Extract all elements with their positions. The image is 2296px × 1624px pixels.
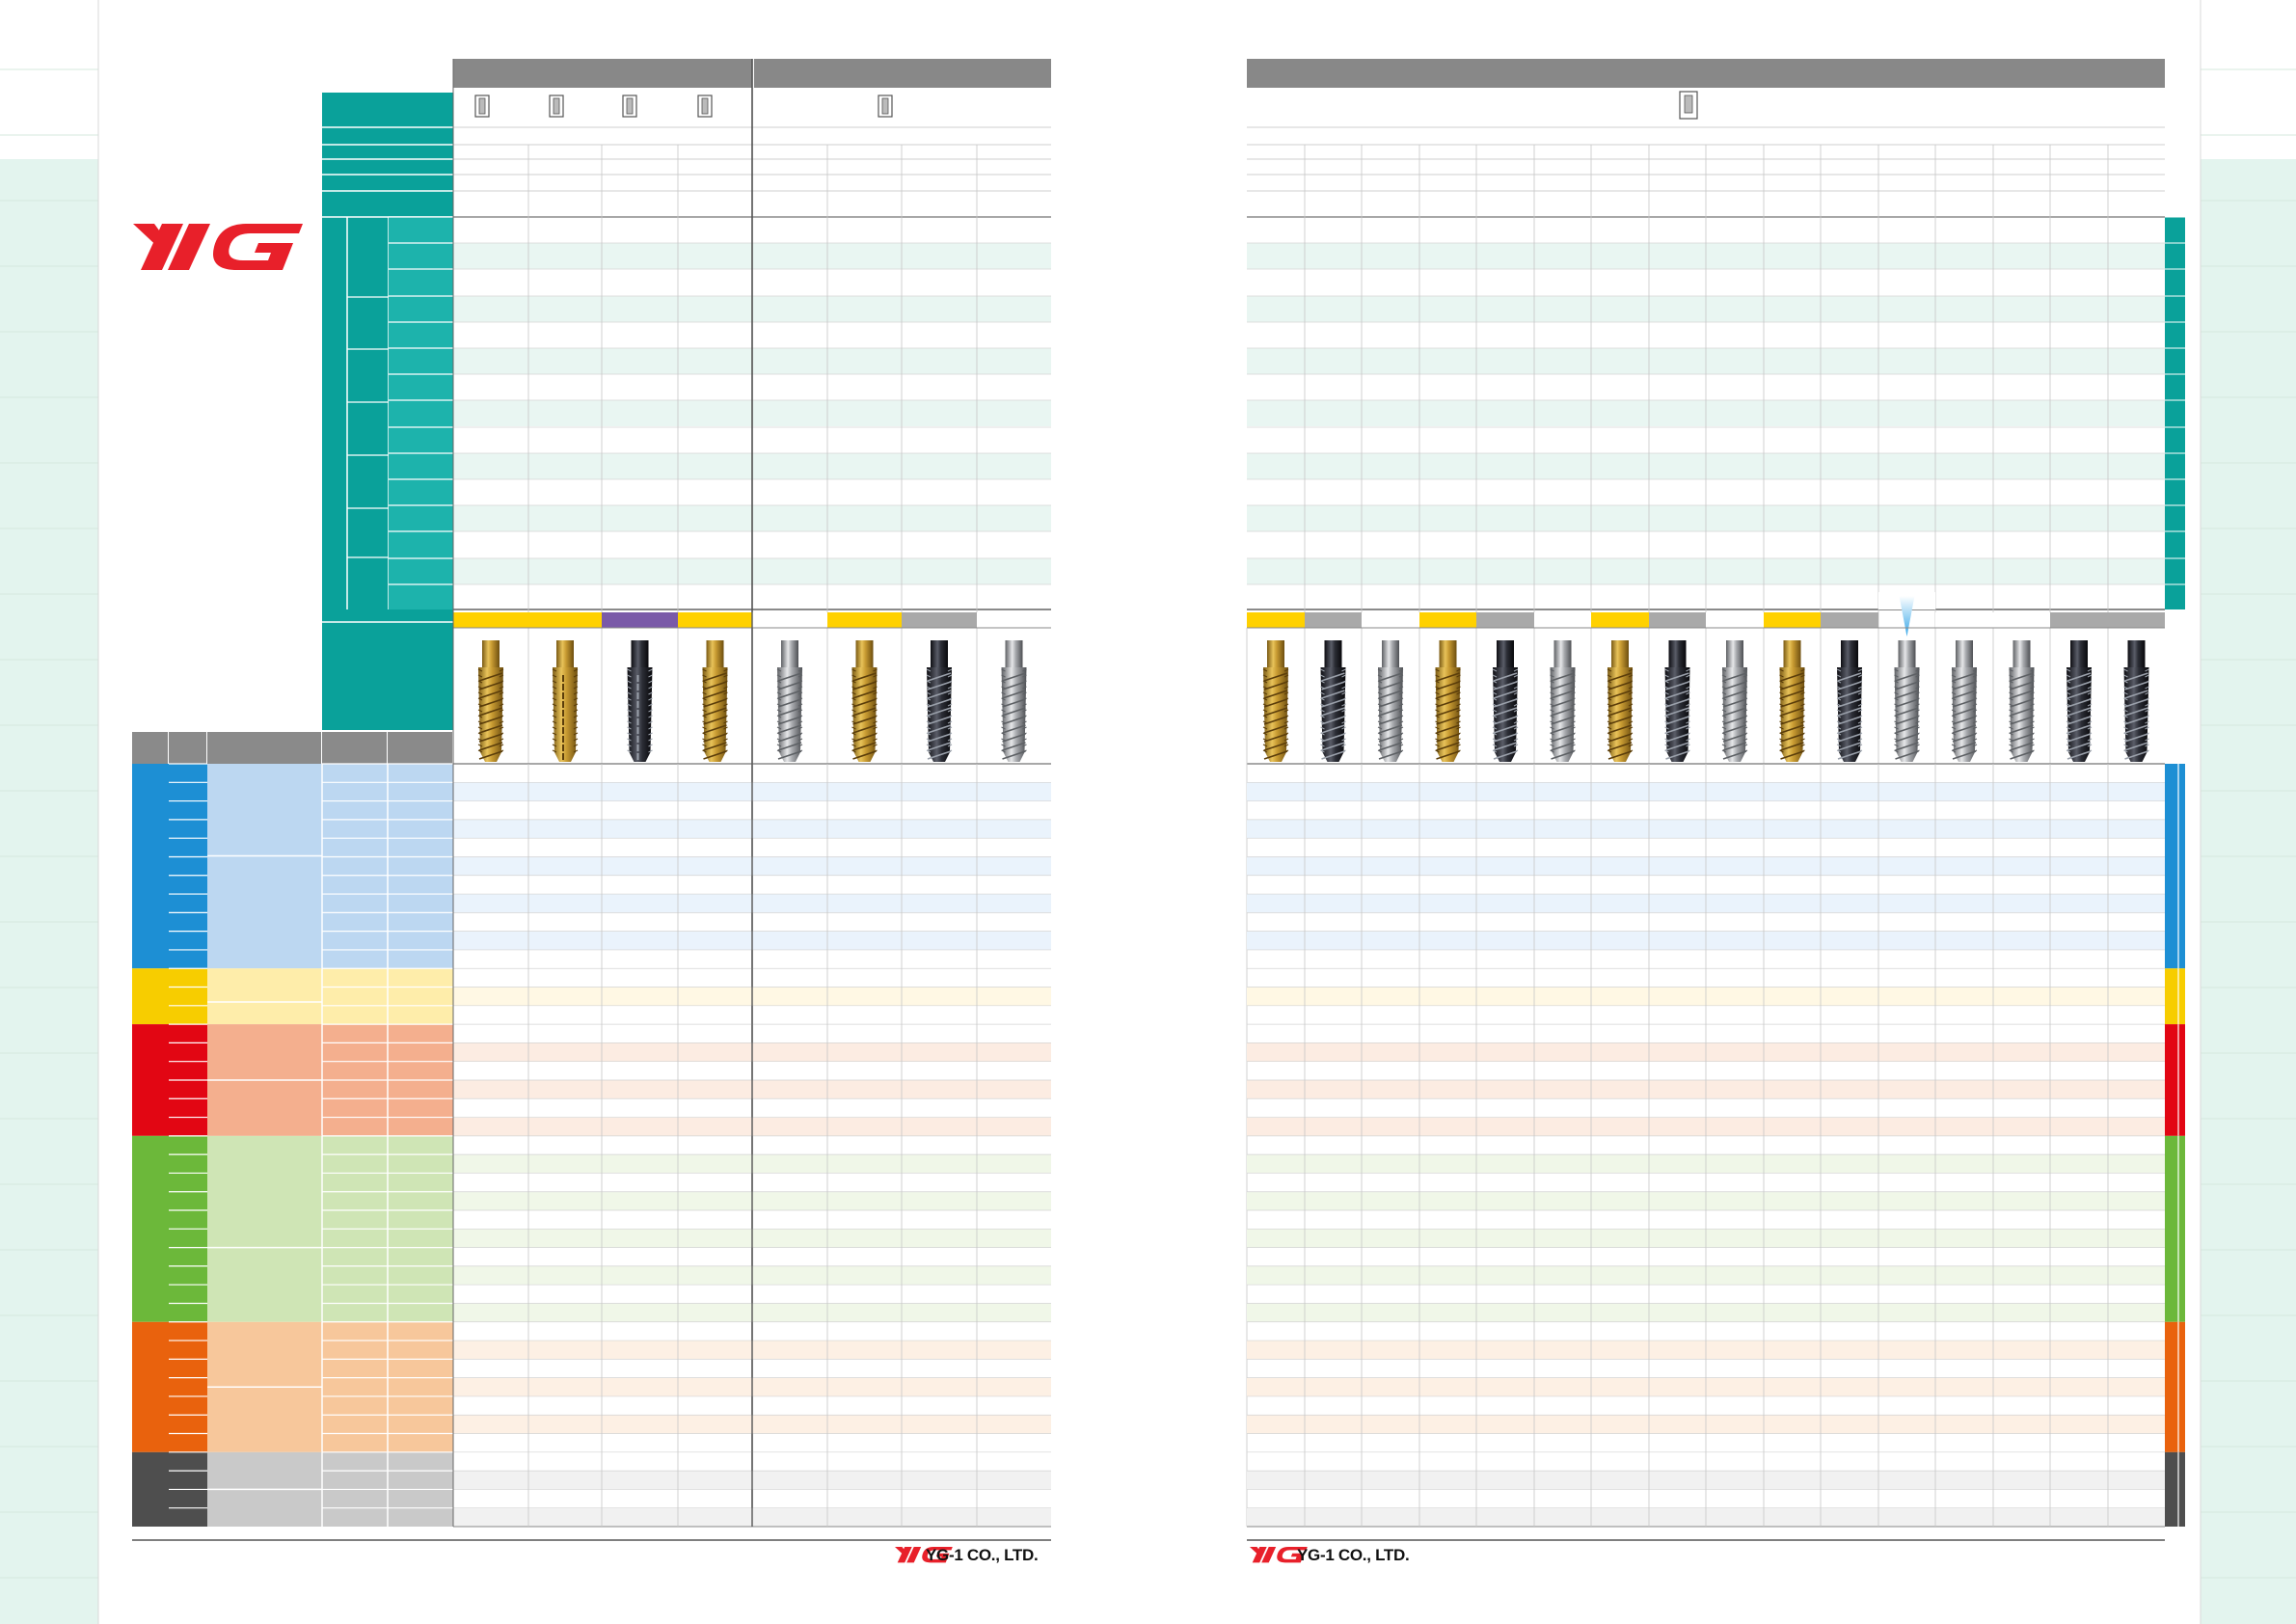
tool-shank xyxy=(1726,640,1743,667)
tool-body xyxy=(628,667,653,762)
right-iso-tab-P xyxy=(2165,764,2185,968)
tool-shank xyxy=(1669,640,1687,667)
right-coating-cell xyxy=(2108,612,2165,628)
through-hole-tap-icon xyxy=(623,95,636,117)
right-coating-cell xyxy=(1993,612,2050,628)
right-iso-tab-K xyxy=(2165,1024,2185,1136)
right-coating-cell xyxy=(1935,612,1993,628)
left-section-header-2 xyxy=(754,59,1051,88)
left-coating-cell xyxy=(827,612,902,628)
iso-group-N-band xyxy=(132,1136,169,1322)
outer-margin-left-green xyxy=(0,159,98,1624)
iso-subgroup-column xyxy=(169,968,207,1024)
icon-core xyxy=(1685,95,1692,113)
right-coating-cell xyxy=(1706,612,1764,628)
material-col-header-cell xyxy=(169,732,206,764)
iso-group-S-band xyxy=(132,1322,169,1452)
tool-shank xyxy=(2128,640,2146,667)
right-section-header xyxy=(1247,59,2165,88)
tool-shank xyxy=(707,640,724,667)
right-coating-cell xyxy=(1476,612,1534,628)
tool-shank xyxy=(1554,640,1572,667)
tool-shank xyxy=(1956,640,1973,667)
left-coating-cell xyxy=(528,612,602,628)
outer-margin-right-green xyxy=(2201,159,2296,1624)
footer-company-left: YG-1 CO., LTD. xyxy=(926,1546,1039,1564)
icon-core xyxy=(627,98,633,114)
blind-hole-tap-icon xyxy=(878,95,892,117)
right-coating-cell xyxy=(1591,612,1649,628)
iso-group-H-band xyxy=(132,1452,169,1527)
iso-subgroup-column xyxy=(169,1322,207,1452)
right-iso-tab-S xyxy=(2165,1322,2185,1452)
left-section-header-1 xyxy=(453,59,752,88)
tool-shank xyxy=(1382,640,1399,667)
icon-core xyxy=(702,98,708,114)
tool-shank xyxy=(931,640,948,667)
right-coating-cell xyxy=(1821,612,1878,628)
right-coating-cell xyxy=(2050,612,2108,628)
tool-shank xyxy=(1267,640,1284,667)
right-teal-edge-tab xyxy=(2165,217,2185,609)
tool-shank xyxy=(2013,640,2031,667)
iso-group-M-band xyxy=(132,968,169,1024)
tool-shank xyxy=(482,640,500,667)
material-name-cell xyxy=(207,1136,322,1322)
teal-subcolumn-light xyxy=(389,217,453,609)
right-coating-cell xyxy=(1534,612,1591,628)
iso-group-P-band xyxy=(132,764,169,968)
right-coating-cell xyxy=(1649,612,1706,628)
left-coating-cell xyxy=(602,612,678,628)
through-hole-tap-icon xyxy=(475,95,489,117)
tool-shank xyxy=(556,640,574,667)
right-coating-cell xyxy=(1305,612,1362,628)
material-name-cell xyxy=(207,968,322,1024)
tool-shank xyxy=(1440,640,1457,667)
material-col-header-cell xyxy=(207,732,321,764)
material-col-header-cell xyxy=(322,732,387,764)
blind-hole-tap-icon xyxy=(1680,92,1697,119)
right-coating-cell xyxy=(1362,612,1419,628)
material-name-cell xyxy=(207,764,322,968)
left-coating-cell xyxy=(977,612,1051,628)
tool-shank xyxy=(632,640,649,667)
left-coating-cell xyxy=(678,612,752,628)
right-coating-cell xyxy=(1419,612,1476,628)
tool-shank xyxy=(1006,640,1023,667)
right-iso-tab-H xyxy=(2165,1452,2185,1527)
left-coating-cell xyxy=(752,612,827,628)
left-coating-cell xyxy=(453,612,528,628)
tool-shank xyxy=(1899,640,1916,667)
tool-shank xyxy=(1497,640,1514,667)
iso-group-K-band xyxy=(132,1024,169,1136)
iso-subgroup-column xyxy=(169,764,207,968)
material-col-header-cell xyxy=(132,732,168,764)
left-coating-cell xyxy=(902,612,977,628)
tool-shank xyxy=(1784,640,1801,667)
tool-body xyxy=(553,667,578,762)
tool-shank xyxy=(2070,640,2088,667)
through-hole-tap-icon xyxy=(698,95,712,117)
right-iso-tab-N xyxy=(2165,1136,2185,1322)
through-hole-tap-icon xyxy=(550,95,563,117)
tool-shank xyxy=(1841,640,1858,667)
tool-shank xyxy=(856,640,874,667)
material-col-header-cell xyxy=(388,732,452,764)
tool-shank xyxy=(781,640,798,667)
icon-core xyxy=(554,98,559,114)
right-iso-tab-M xyxy=(2165,968,2185,1024)
icon-core xyxy=(479,98,485,114)
tool-shank xyxy=(1325,640,1342,667)
tool-shank xyxy=(1611,640,1629,667)
right-coating-cell xyxy=(1764,612,1821,628)
right-coating-cell xyxy=(1247,612,1305,628)
footer-company-right: YG-1 CO., LTD. xyxy=(1297,1546,1410,1564)
icon-core xyxy=(882,98,888,114)
